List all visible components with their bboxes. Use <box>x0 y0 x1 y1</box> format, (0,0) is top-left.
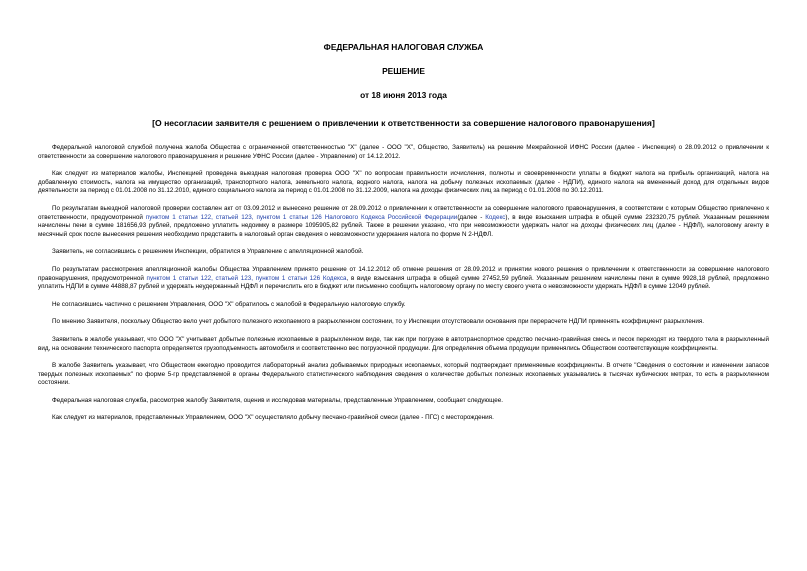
agency-heading: ФЕДЕРАЛЬНАЯ НАЛОГОВАЯ СЛУЖБА <box>323 42 484 52</box>
paragraph-appeal-results <box>38 266 769 292</box>
document-subject: [О несогласии заявителя с решением о привлечении к ответственности за совершение налогового правонарушения] <box>152 118 655 128</box>
paragraph-partial-disagreement: Не согласившись частично с решением Управления, ООО "Х" обратилось с жалобой в Федеральную налоговую службу. <box>52 300 406 308</box>
paragraph-lab-analysis: В жалобе Заявитель указывает, что Обществом ежегодно проводится лабораторный анализ добываемых природных ископаемых, который подтверждает применяемые коэффициенты. В отчете "Сведения о состоянии и изменении запасов твердых полезных ископаемых" по форме 5-гр представляемой в органы Федерального статистического наблюдения сведения о количестве добытых полезных ископаемых указывались в тысячах кубических метрах, то есть в разрыхленном состоянии. <box>38 362 769 387</box>
paragraph-materials: Как следует из материалов, представленных Управлением, ООО "Х" осуществляло добычу песчано-гравийной смеси (далее - ПГС) с месторождения. <box>52 414 494 422</box>
paragraph-applicant-opinion: По мнению Заявителя, поскольку Общество вело учет добытого полезного ископаемого в разрыхленном состоянии, то у Инспекции отсутствовали основания при перерасчете НДПИ применять коэффициент разрыхления. <box>52 318 705 326</box>
tax-code-link[interactable]: Кодекс <box>485 213 506 221</box>
paragraph-audit-results-text-a: По результатам выездной налоговой проверки составлен акт от 03.09.2012 и вынесено решение от 28.09.2012 о привлечении к ответственности за совершение налогового правонарушения, в соответствии с которым Общество привлечено к ответственности, предусмотренной <box>38 204 769 221</box>
paragraph-appeal-results-text-b: , в виде взыскания штрафа в общей сумме 27452,59 рублей. Указанным решением начислены пени в сумме 9928,18 рублей, предложено уплатить НДПИ в сумме 44888,87 рублей и удержать неудержанный НДФЛ и перечислить его в бюджет или письменно сообщить налоговому органу по месту своего учета о невозможности удержать НДФЛ в сумме 12049 рублей. <box>38 274 770 291</box>
paragraph-tax-audit: Как следует из материалов жалобы, Инспекцией проведена выездная налоговая проверка ООО "Х" по вопросам правильности исчисления, полноты и своевременности уплаты в бюджет налога на прибыль организаций, налога на добавленную стоимость, налога на имущество организаций, транспортного налога, земельного налога, водного налога, налога на добычу полезных ископаемых (далее - НДПИ), единого налога на вмененный доход для отдельных видов деятельности за период с 01.01.2008 по 31.12.2010, единого социального налога за период с 01.01.2008 по 31.12.2009, налога на доходы физических лиц за период с 01.01.2008 по 30.12.2011. <box>38 170 769 195</box>
paragraph-audit-results-text-b: (далее - <box>457 213 486 221</box>
code-articles-link[interactable]: пунктом 1 статьи 122, статьей 123, пунктом 1 статьи 126 Кодекса <box>146 274 347 282</box>
paragraph-loosened-state: Заявитель в жалобе указывает, что ООО "Х" учитывает добытые полезные ископаемые в разрыхленном виде, так как при погрузке в автотранспортное средство песчано-гравийная смесь и песок переходят из твердого тела в разрыхленный вид, на основании технического паспорта определяется грузоподъемность автомобиля и соответственно вес погрузочной продукции. Для определения объема продукции применялись Обществом соответствующие коэффициенты. <box>38 335 769 352</box>
paragraph-audit-results-text-c: ), в виде взыскания штрафа в общей сумме 232320,75 рублей. Указанным решением начислены пени в сумме 181656,93 рублей, предложено уплатить недоимку в размере 1095905,82 рублей. Также в решении указано, что при невозможности удержать налог на доходы физических лиц (далее - НДФЛ), налоговому агенту в месячный срок после вынесения решения необходимо представить в налоговый орган сведения о невозможности удержания налога по форме N 2-НДФЛ. <box>38 213 769 238</box>
paragraph-audit-results <box>38 205 769 239</box>
tax-code-articles-link[interactable]: пунктом 1 статьи 122, статьей 123, пунктом 1 статьи 126 Налогового Кодекса Российской Федерации <box>145 213 458 221</box>
paragraph-appeal: Заявитель, не согласившись с решением Инспекции, обратился в Управление с апелляционной жалобой. <box>52 248 364 256</box>
document-page <box>38 0 769 423</box>
paragraph-complaint-received: Федеральной налоговой службой получена жалоба Общества с ограниченной ответственностью "Х" (далее - ООО "Х", Общество, Заявитель) на решение Межрайонной ИФНС России (далее - Инспекция) о 28.09.2012 о привлечении к ответственности за совершение налогового правонарушения и решение УФНС России (далее - Управление) от 14.12.2012. <box>38 144 769 160</box>
document-type-heading: РЕШЕНИЕ <box>382 66 425 76</box>
document-date: от 18 июня 2013 года <box>360 90 447 100</box>
paragraph-appeal-results-text-a: По результатам рассмотрения апелляционной жалобы Общества Управлением принято решение от 14.12.2012 об отмене решения от 28.09.2012 и принятии нового решения о привлечении к ответственности за совершение налогового правонарушения, предусмотренной <box>38 265 769 282</box>
paragraph-fts-review: Федеральная налоговая служба, рассмотрев жалобу Заявителя, оценив и исследовав материалы, представленные Управлением, сообщает следующее. <box>52 396 504 404</box>
